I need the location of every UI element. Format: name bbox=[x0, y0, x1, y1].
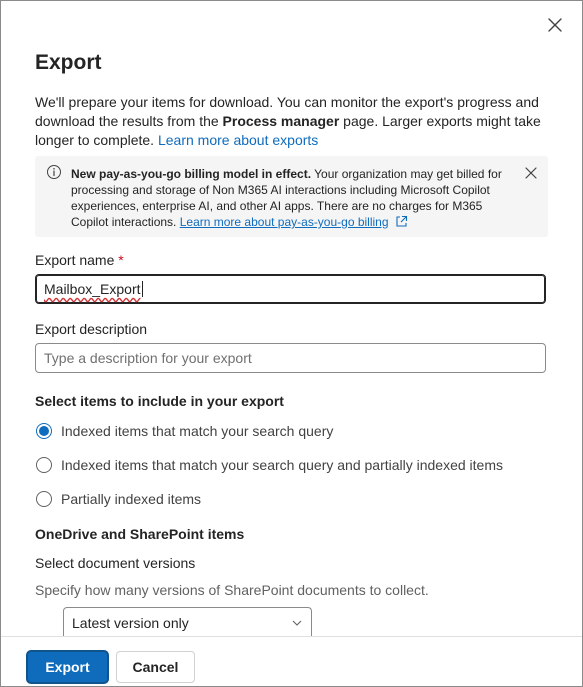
close-dialog-button[interactable] bbox=[545, 15, 565, 35]
dialog-title: Export bbox=[35, 51, 102, 74]
document-versions-hint: Specify how many versions of SharePoint documents to collect. bbox=[35, 582, 429, 598]
radio-label: Partially indexed items bbox=[61, 491, 202, 507]
export-button[interactable]: Export bbox=[27, 651, 108, 683]
radio-button[interactable] bbox=[36, 491, 52, 507]
export-name-input[interactable] bbox=[35, 274, 546, 304]
intro-text-1: We'll prepare your items for download. You can monitor the export's progress and download the results from the bbox=[35, 94, 539, 129]
learn-more-exports-link[interactable]: Learn more about exports bbox=[157, 132, 319, 148]
intro-bold-text: Process manager bbox=[222, 113, 340, 129]
export-description-input[interactable] bbox=[35, 343, 546, 373]
export-description-placeholder: Type a description for your export bbox=[44, 350, 252, 366]
dialog-intro bbox=[35, 93, 550, 150]
radio-button-checked[interactable] bbox=[36, 423, 52, 439]
onedrive-sharepoint-heading: OneDrive and SharePoint items bbox=[35, 526, 245, 542]
radio-indexed-and-partial-items[interactable] bbox=[36, 455, 503, 475]
close-icon bbox=[548, 18, 562, 32]
select-items-heading: Select items to include in your export bbox=[35, 393, 284, 409]
export-name-value: Mailbox_Export bbox=[44, 281, 141, 297]
text-caret bbox=[142, 281, 143, 297]
learn-more-billing-link[interactable]: Learn more about pay-as-you-go billing bbox=[179, 215, 389, 229]
info-icon bbox=[46, 164, 62, 180]
billing-banner bbox=[35, 156, 548, 237]
chevron-down-icon bbox=[291, 617, 303, 629]
radio-indexed-items[interactable] bbox=[36, 421, 333, 441]
banner-body-text: Your organization may get billed for processing and storage of Non M365 AI interactions including Microsoft Copilot experiences, enterprise AI, and other AI apps. There are no charges for M365 Copilot interactions. bbox=[71, 167, 502, 229]
dropdown-selected-value: Latest version only bbox=[72, 614, 189, 631]
radio-button[interactable] bbox=[36, 457, 52, 473]
document-versions-dropdown[interactable] bbox=[63, 607, 312, 637]
radio-label: Indexed items that match your search query and partially indexed items bbox=[61, 457, 504, 473]
radio-partially-indexed-items[interactable] bbox=[36, 489, 201, 509]
export-description-label: Export description bbox=[35, 321, 148, 337]
export-name-label bbox=[35, 252, 124, 268]
required-asterisk: * bbox=[118, 252, 124, 268]
footer-divider bbox=[1, 636, 582, 637]
open-external-icon bbox=[395, 215, 408, 228]
banner-text bbox=[71, 166, 519, 230]
cancel-button[interactable]: Cancel bbox=[116, 651, 195, 683]
intro-text-2: page. Larger exports might take longer to complete. bbox=[35, 113, 541, 148]
dismiss-banner-icon[interactable] bbox=[524, 166, 538, 180]
document-versions-label: Select document versions bbox=[35, 555, 196, 571]
banner-bold-text: New pay-as-you-go billing model in effect. bbox=[71, 167, 312, 181]
radio-label: Indexed items that match your search query bbox=[61, 423, 334, 439]
export-name-label-text: Export name bbox=[35, 252, 115, 268]
